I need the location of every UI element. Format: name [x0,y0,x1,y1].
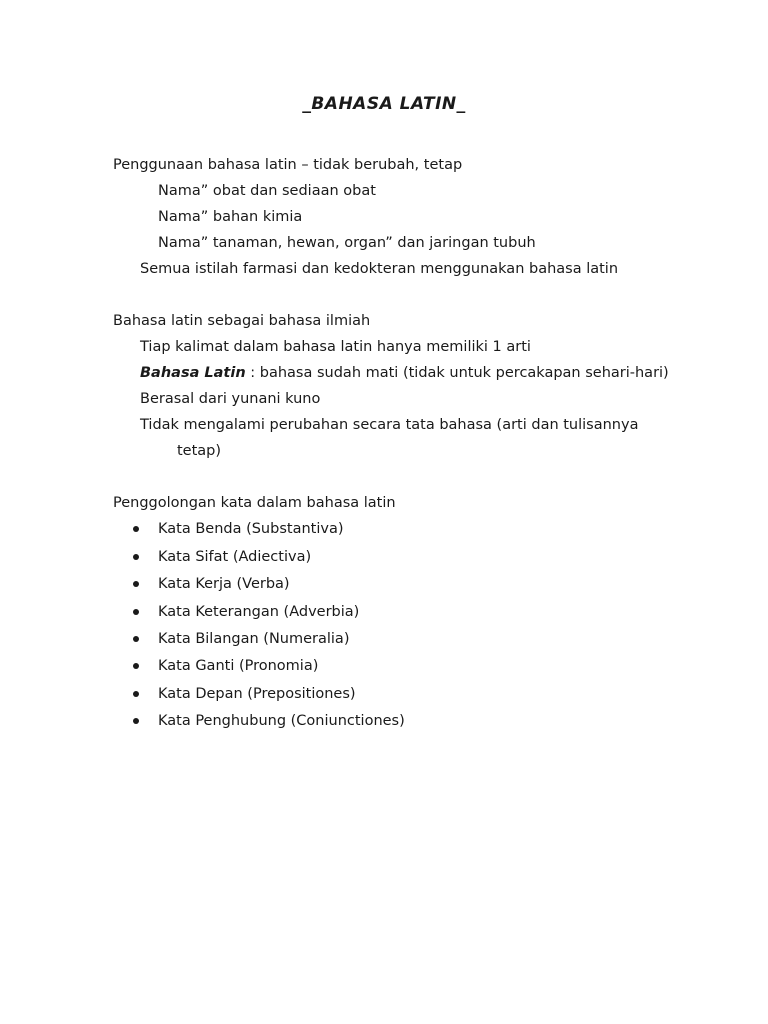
list-item-text: Kata Keterangan (Adverbia) [158,604,360,620]
usage-item: Nama” obat dan sediaan obat [158,183,376,199]
list-item-text: Kata Penghubung (Coniunctiones) [158,713,405,729]
scientific-line: Tiap kalimat dalam bahasa latin hanya memiliki 1 arti [140,339,531,355]
definition-term: Bahasa Latin [140,365,246,381]
definition-line [140,363,669,383]
bullet-icon [133,663,139,669]
bullet-icon [133,691,139,697]
usage-note: Semua istilah farmasi dan kedokteran menggunakan bahasa latin [140,261,619,277]
section-heading-scientific: Bahasa latin sebagai bahasa ilmiah [113,313,371,329]
bullet-icon [133,526,139,532]
scientific-line: Tidak mengalami perubahan secara tata bahasa (arti dan tulisannya [140,417,639,433]
list-item-text: Kata Depan (Prepositiones) [158,686,356,702]
bullet-icon [133,636,139,642]
usage-item: Nama” tanaman, hewan, organ” dan jaringan tubuh [158,235,536,251]
definition-separator: : [245,365,260,381]
scientific-line-continuation: tetap) [177,443,222,459]
list-item-text: Kata Bilangan (Numeralia) [158,631,350,647]
bullet-icon [133,554,139,560]
list-item-text: Kata Benda (Substantiva) [158,521,344,537]
section-heading-word-classes: Penggolongan kata dalam bahasa latin [113,495,396,511]
list-item-text: Kata Kerja (Verba) [158,576,290,592]
page-title: _BAHASA LATIN_ [302,94,466,114]
scientific-line: Berasal dari yunani kuno [140,391,321,407]
bullet-icon [133,609,139,615]
usage-item: Nama” bahan kimia [158,209,303,225]
bullet-icon [133,718,139,724]
definition-text: bahasa sudah mati (tidak untuk percakapan sehari-hari) [259,365,669,381]
section-heading-usage: Penggunaan bahasa latin – tidak berubah, tetap [113,157,463,173]
list-item-text: Kata Sifat (Adiectiva) [158,549,312,565]
list-item-text: Kata Ganti (Pronomia) [158,658,319,674]
bullet-icon [133,581,139,587]
